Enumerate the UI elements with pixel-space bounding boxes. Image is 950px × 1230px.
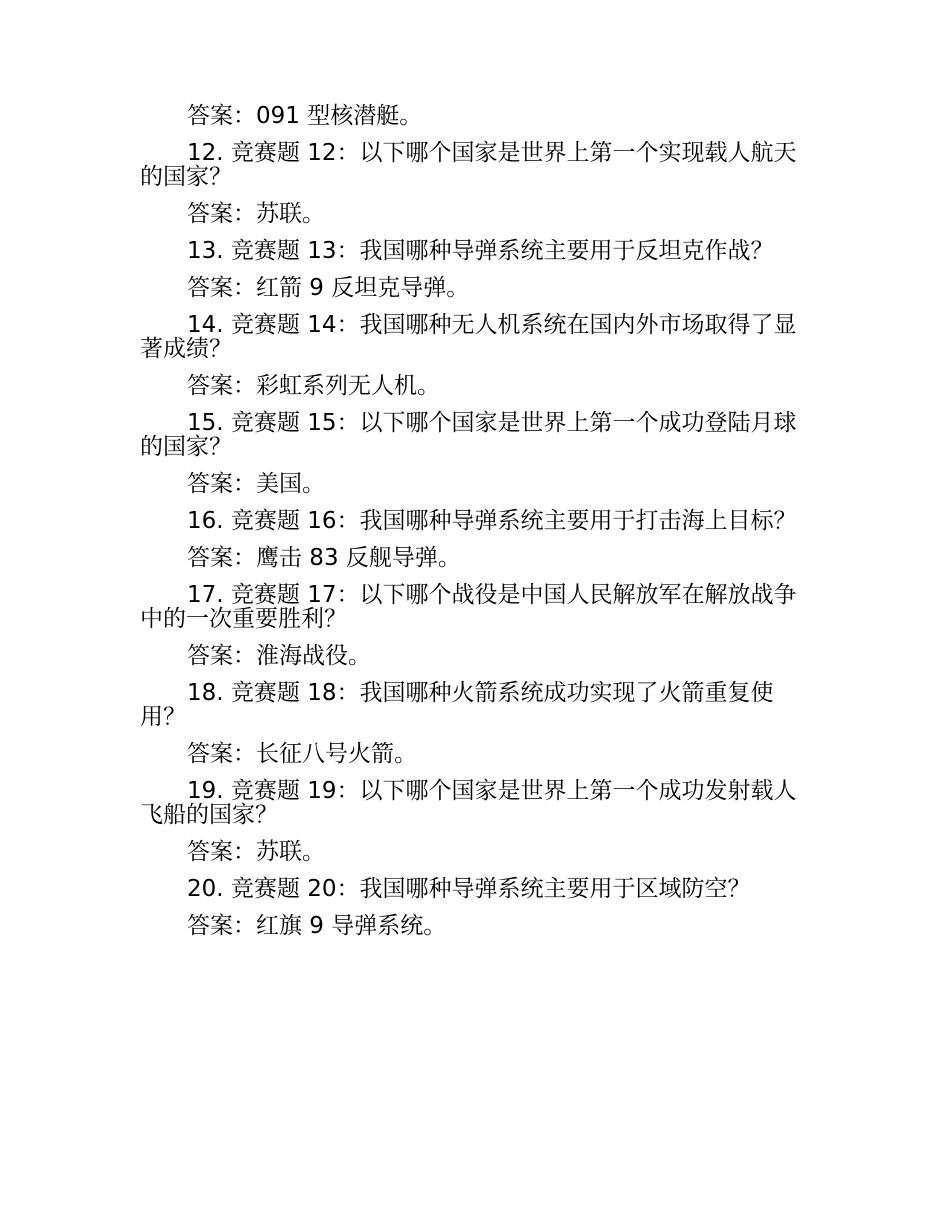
answer-17: 答案：淮海战役。: [187, 643, 371, 669]
answer-18: 答案：长征八号火箭。: [187, 741, 417, 767]
question-15: 15. 竞赛题 15：以下哪个国家是世界上第一个成功登陆月球的国家？: [140, 410, 797, 460]
answer-11: 答案：091 型核潜艇。: [187, 103, 423, 129]
answer-14: 答案：彩虹系列无人机。: [187, 373, 440, 399]
question-16: 16. 竞赛题 16：我国哪种导弹系统主要用于打击海上目标？: [187, 508, 797, 534]
answer-15: 答案：美国。: [187, 471, 325, 497]
answer-16: 答案：鹰击 83 反舰导弹。: [187, 545, 461, 571]
question-20: 20. 竞赛题 20：我国哪种导弹系统主要用于区域防空？: [187, 876, 751, 902]
question-18: 18. 竞赛题 18：我国哪种火箭系统成功实现了火箭重复使用？: [140, 680, 774, 730]
answer-20: 答案：红旗 9 导弹系统。: [187, 913, 447, 939]
answer-19: 答案：苏联。: [187, 839, 325, 865]
question-19: 19. 竞赛题 19：以下哪个国家是世界上第一个成功发射载人飞船的国家？: [140, 778, 797, 828]
document-body: [140, 104, 812, 938]
answer-13: 答案：红箭 9 反坦克导弹。: [187, 275, 470, 301]
question-12: 12. 竞赛题 12：以下哪个国家是世界上第一个实现载人航天的国家？: [140, 140, 797, 190]
question-13: 13. 竞赛题 13：我国哪种导弹系统主要用于反坦克作战？: [187, 238, 774, 264]
answer-12: 答案：苏联。: [187, 201, 325, 227]
question-17: 17. 竞赛题 17：以下哪个战役是中国人民解放军在解放战争中的一次重要胜利？: [140, 582, 797, 632]
question-14: 14. 竞赛题 14：我国哪种无人机系统在国内外市场取得了显著成绩？: [140, 312, 797, 362]
